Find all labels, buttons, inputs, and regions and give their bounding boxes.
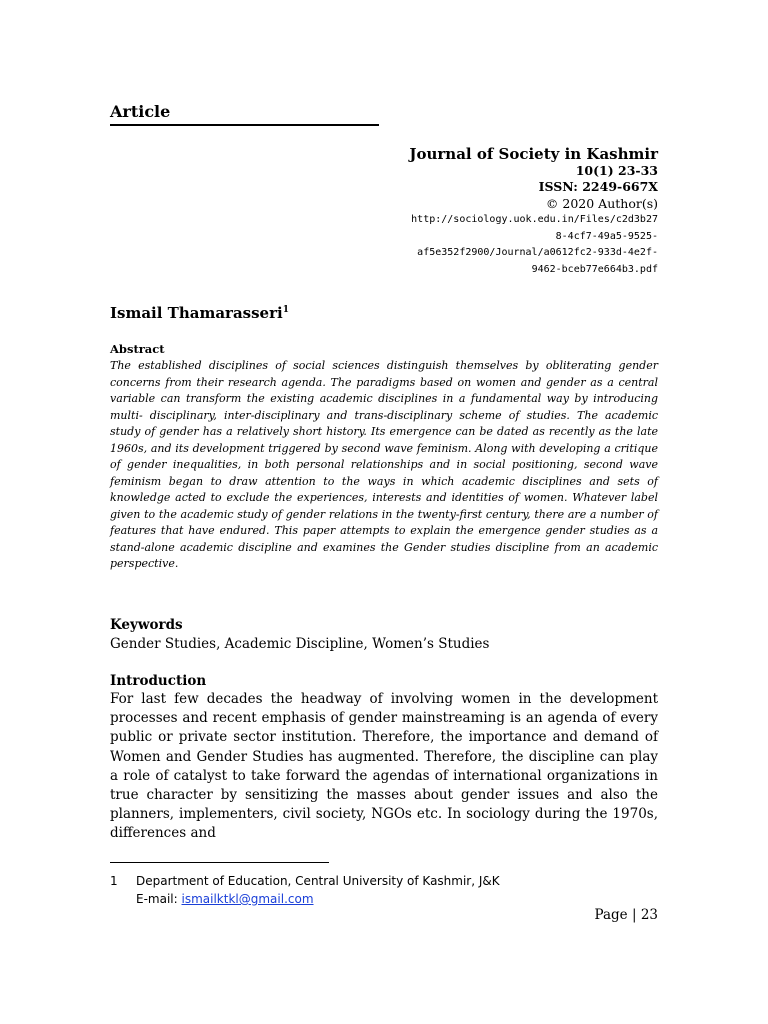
- footnote-divider: [110, 862, 329, 863]
- article-underline: [110, 124, 379, 126]
- email-label: E-mail:: [136, 892, 178, 906]
- footnote-number: 1: [110, 874, 118, 888]
- introduction-text: For last few decades the headway of involving women in the development processes and recent emphasis of gender mainstreaming is an agenda of every public or private sector institution. Therefore, the importance and demand of Women and Gender Studies has augmented. Therefore, the discipline can play a role of catalyst to take forward the agendas of international organizations in true character by sensitizing the masses about gender issues and also the planners, implementers, civil society, NGOs etc. In sociology during the 1970s, differences and: [110, 691, 658, 842]
- article-label: Article: [110, 102, 171, 121]
- journal-volume: 10(1) 23-33: [575, 162, 658, 178]
- keywords-text: Gender Studies, Academic Discipline, Women’s Studies: [110, 636, 490, 652]
- page-separator: |: [631, 907, 637, 923]
- page-label: Page: [594, 907, 628, 923]
- footnote-affiliation: Department of Education, Central University of Kashmir, J&K: [136, 874, 500, 888]
- journal-url[interactable]: http://sociology.uok.edu.in/Files/c2d3b27 8-4cf7-49a5-9525- af5e352f2900/Journal/a0612fc2-933d-4e2f- 9462-bceb77e664b3.pdf: [411, 214, 658, 275]
- page-number: [594, 907, 658, 923]
- abstract-text: The established disciplines of social sciences distinguish themselves by obliterating gender concerns from their research agenda. The paradigms based on women and gender as a central variable can transform the existing academic disciplines in a fundamental way by introducing multi- disciplinary, inter-disciplinary and trans-disciplinary scheme of studies. The academic study of gender has a relatively short history. Its emergence can be dated as recently as the late 1960s, and its development triggered by second wave feminism. Along with developing a critique of gender inequalities, in both personal relationships and in social positioning, second wave feminism began to draw attention to the ways in which academic disciplines and sets of knowledge acted to exclude the experiences, interests and identities of women. Whatever label given to the academic study of gender relations in the twenty-first century, there are a number of features that have endured. This paper attempts to explain the emergence gender studies as a stand-alone academic discipline and examines the Gender studies discipline from an academic perspective.: [110, 359, 658, 570]
- journal-info: [409, 146, 658, 278]
- footnote-line-email: [110, 890, 500, 908]
- journal-issn: ISSN: 2249-667X: [538, 179, 658, 194]
- footnote: [110, 872, 500, 908]
- journal-name: Journal of Society in Kashmir: [409, 145, 658, 163]
- email-link[interactable]: ismailktkl@gmail.com: [181, 892, 314, 906]
- keywords-heading: Keywords: [110, 617, 183, 633]
- author-footnote-mark[interactable]: 1: [282, 305, 289, 315]
- introduction-heading: Introduction: [110, 673, 207, 689]
- abstract-heading: Abstract: [110, 342, 165, 356]
- page-number-value: 23: [640, 907, 658, 923]
- author-name-text: Ismail Thamarasseri: [110, 304, 283, 322]
- footnote-line-affiliation: [110, 872, 500, 890]
- journal-copyright: © 2020 Author(s): [545, 195, 658, 211]
- author-name: [110, 304, 289, 322]
